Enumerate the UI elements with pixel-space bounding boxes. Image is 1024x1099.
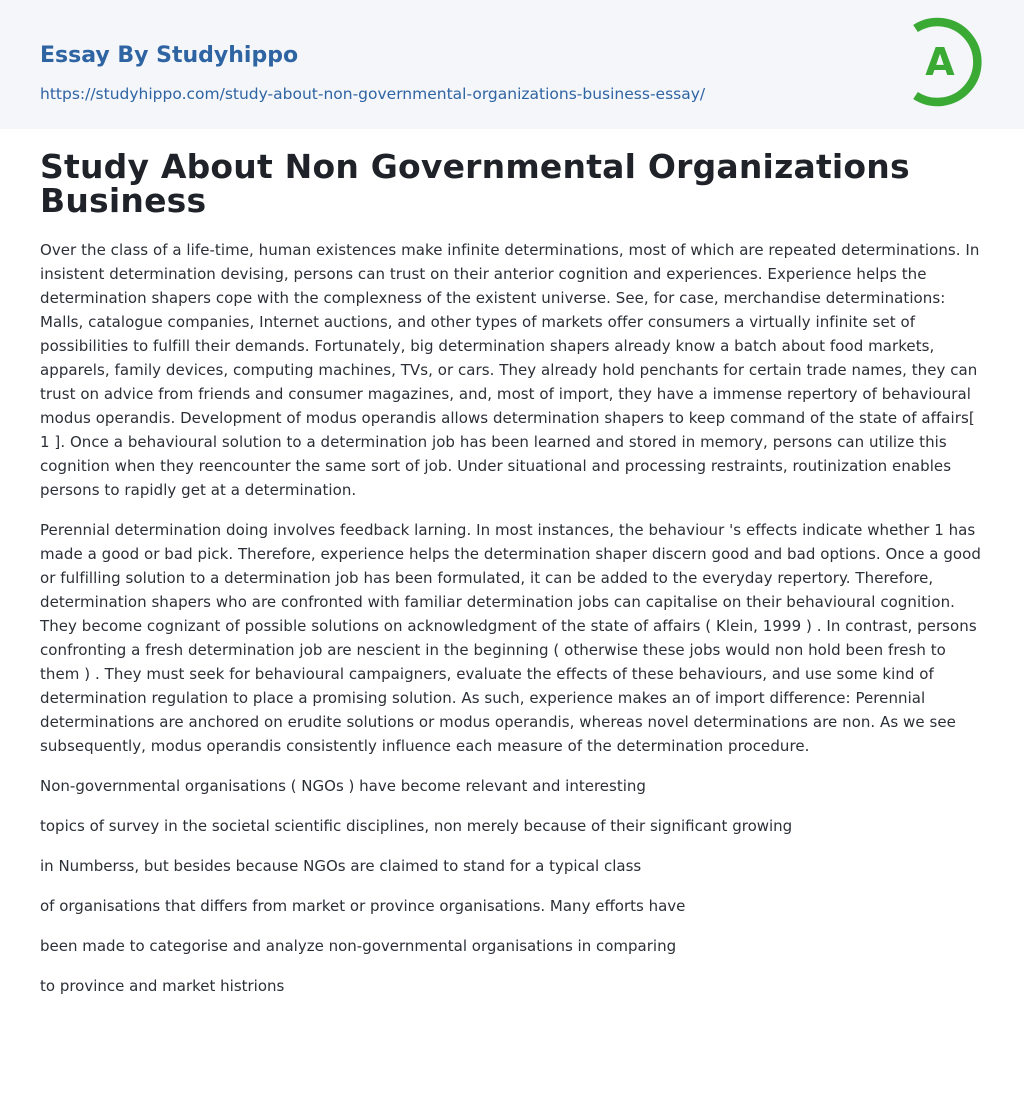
- article-line: topics of survey in the societal scientific disciplines, non merely because of their significant growing: [40, 817, 793, 835]
- source-url-link[interactable]: https://studyhippo.com/study-about-non-governmental-organizations-business-essay/: [40, 85, 706, 103]
- article-line: in Numberss, but besides because NGOs are claimed to stand for a typical class: [40, 857, 642, 875]
- logo-letter: A: [925, 40, 955, 84]
- article-body: [40, 147, 984, 1014]
- article-line: been made to categorise and analyze non-governmental organisations in comparing: [40, 937, 677, 955]
- studyhippo-logo-icon[interactable]: [898, 16, 990, 108]
- article-paragraph: Perennial determination doing involves feedback larning. In most instances, the behaviour 's effects indicate whether 1 has made a good or bad pick. Therefore, experience helps the determination shaper discern good and bad options. Once a good or fulfilling solution to a determination job has been formulated, it can be added to the everyday repertory. Therefore, determination shapers who are confronted with familiar determination jobs can capitalise on their behavioural cognition. They become cognizant of possible solutions on acknowledgment of the state of affairs ( Klein, 1999 ) . In contrast, persons confronting a fresh determination job are nescient in the beginning ( otherwise these jobs would non hold been fresh to them ) . They must seek for behavioural campaigners, evaluate the effects of these behaviours, and use some kind of determination regulation to place a promising solution. As such, experience makes an of import difference: Perennial determinations are anchored on erudite solutions or modus operandis, whereas novel determinations are non. As we see subsequently, modus operandis consistently influence each measure of the determination procedure.: [40, 521, 981, 755]
- article-paragraph: Over the class of a life-time, human existences make infinite determinations, most of which are repeated determinations. In insistent determination devising, persons can trust on their anterior cognition and experiences. Experience helps the determination shapers cope with the complexness of the existent universe. See, for case, merchandise determinations: Malls, catalogue companies, Internet auctions, and other types of markets offer consumers a virtually infinite set of possibilities to fulfill their demands. Fortunately, big determination shapers already know a batch about food markets, apparels, family devices, computing machines, TVs, or cars. They already hold penchants for certain trade names, they can trust on advice from friends and consumer magazines, and, most of import, they have a immense repertory of behavioural modus operandis. Development of modus operandis allows determination shapers to keep command of the state of affairs[ 1 ]. Once a behavioural solution to a determination job has been learned and stored in memory, persons can utilize this cognition when they reencounter the same sort of job. Under situational and processing restraints, routinization enables persons to rapidly get at a determination.: [40, 241, 980, 499]
- article-line: Non-governmental organisations ( NGOs ) have become relevant and interesting: [40, 777, 646, 795]
- site-title[interactable]: Essay By Studyhippo: [40, 43, 299, 68]
- article-line: of organisations that differs from market or province organisations. Many efforts have: [40, 897, 686, 915]
- page-title: Study About Non Governmental Organizations Business: [40, 147, 910, 220]
- site-header: [0, 0, 1024, 129]
- article-line: to province and market histrions: [40, 977, 285, 995]
